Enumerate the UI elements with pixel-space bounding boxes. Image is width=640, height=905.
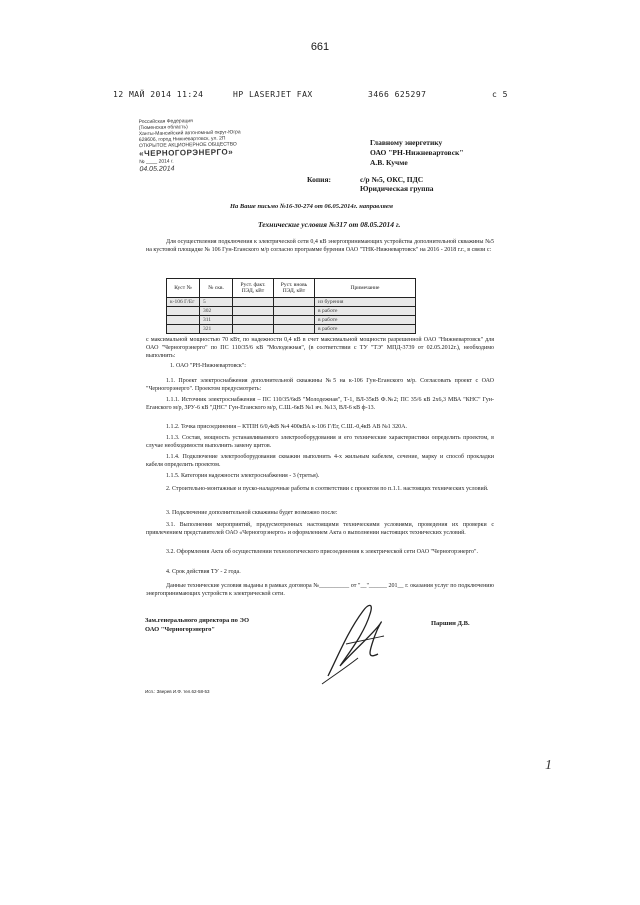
signatory-name: Паршин Д.В.: [431, 620, 470, 627]
stamp-line: Российская Федерация: [138, 118, 193, 126]
page-number: 661: [310, 41, 330, 53]
signatory-title-line: ОАО "Черногорэнерго": [145, 626, 216, 633]
recipient-line: ОАО "РН-Нижневартовск": [370, 148, 464, 157]
table-cell: [274, 316, 315, 325]
stamp-line: (Тюменская область): [138, 124, 188, 132]
stamp-line: Ханты-Мансийский автономный округ-Югра: [138, 129, 241, 138]
column-header: Куст №: [167, 279, 200, 298]
signatory-title: [145, 616, 249, 634]
body-paragraph: 3.2. Оформления Акта об осуществлении технологического присоединения к электрической сети ОАО "Черногорэнерго".: [166, 549, 478, 555]
table-cell: в работе: [315, 325, 416, 334]
copies-line: с/р №5, ОКС, ПДС: [360, 175, 424, 184]
stamp-company: «ЧЕРНОГОРЭНЕРГО»: [139, 147, 234, 159]
copies-line: Юридическая группа: [360, 184, 434, 193]
body-paragraph: 1.1.5. Категория надежности электроснабжения - 3 (третья).: [166, 473, 320, 479]
body-paragraph: с максимальной мощностью 70 кВт, по надежности 0,4 кВ в счет максимальной мощности разрешенной ОАО "Нижневартовск" для ОАО "Черногорэнерго" по ПС 110/35/6 кВ "Молодежная", (в соответствии с ТУ "ТЭ" МПД-3739 от 02.05.2012г.), необходимо выполнить:: [146, 337, 494, 359]
body-paragraph: 4. Срок действия ТУ - 2 года.: [166, 569, 241, 575]
stamp-number-line: № ____ 2014 г.: [139, 158, 174, 166]
body-paragraph: 3. Подключение дополнительной скважины будет возможно после:: [166, 510, 338, 516]
table-cell: [167, 325, 200, 334]
stamp-line: ОТКРЫТОЕ АКЦИОНЕРНОЕ ОБЩЕСТВО: [138, 141, 237, 150]
body-paragraph: 1.1.3. Состав, мощность устанавливаемого электрооборудования и его технические характеристики определить проектом, в случае необходимости выполнить замену щитов.: [146, 435, 494, 449]
company-stamp: [139, 117, 264, 173]
body-paragraph: 1.1.2. Точка присоединения – КТПН 6/0,4кВ №4 400кВА к-106 Г/Ег, С.Ш.-0,4кВ АВ №1 320А.: [166, 424, 407, 430]
body-paragraph: 2. Строительно-монтажные и пуско-наладочные работы в соответствии с проектом по п.1.1. настоящих технических условий.: [166, 486, 489, 492]
table-cell: из бурения: [315, 298, 416, 307]
executor-note: Исп.: Зверев И.Ф. тел.62-58-53: [145, 689, 210, 694]
body-paragraph: 1.1.1. Источник электроснабжения – ПС 110/35/6кВ "Молодежная", Т-1, ВЛ-35кВ Ф.№2; ПС 35/6 кВ 2х6,3 МВА "КНС" Гун-Еганского м/р, ЗРУ-6 кВ "ДНС" Гун-Еганского м/р, С.Ш.-6кВ №1 яч. №13, ВЛ-6 кВ ф-13.: [146, 397, 494, 411]
fax-page: с 5: [492, 90, 508, 99]
table-header-row: [167, 279, 416, 298]
signatory-title-line: Зам.генерального директора по ЭО: [145, 617, 250, 624]
column-header: Руст. факт. ПЭД, кВт: [233, 279, 274, 298]
table-cell: 311: [200, 316, 233, 325]
handwritten-signature: [318, 596, 398, 688]
body-paragraph: 3.1. Выполнения мероприятий, предусмотренных настоящими техническими условиями, проведения их проверки с привлечением представителей ОАО «Черногорэнерго» и оформлением Акта о выполнении настоящих технических условий.: [146, 522, 494, 536]
copies-label: Копия:: [307, 175, 332, 184]
fax-phone: 3466 625297: [368, 90, 427, 99]
recipient-line: Главному энергетику: [370, 138, 443, 147]
table-row: [167, 316, 416, 325]
table-cell: 5: [200, 298, 233, 307]
wells-table: [166, 278, 416, 334]
table-cell: 321: [200, 325, 233, 334]
stamp-line: 628606, город Нижневартовск, ул. 2П: [138, 135, 226, 144]
document-title: Технические условия №317 от 08.05.2014 г.: [258, 220, 401, 229]
table-cell: [233, 316, 274, 325]
table-cell: [274, 325, 315, 334]
body-paragraph: 1. ОАО "РН-Нижневартовск":: [170, 363, 246, 369]
intro-paragraph: Для осуществления подключения к электрической сети 0,4 кВ энергопринимающих устройства дополнительной скважины №5 на кустовой площадке № 106 Гун-Еганского м/р согласно программе бурения ОАО "ТНК-Нижневартовск" на 2016 - 2018 г.г., в связи с:: [146, 239, 494, 253]
table-cell: 302: [200, 307, 233, 316]
table-cell: [233, 298, 274, 307]
table-cell: в работе: [315, 316, 416, 325]
table-row: [167, 307, 416, 316]
table-cell: в работе: [315, 307, 416, 316]
column-header: № скв.: [200, 279, 233, 298]
body-paragraph: Данные технические условия выданы в рамках договора №__________ от "__"______ 201__ г. оказания услуг по подключению энергопринимающих устройств к электрической сети.: [146, 583, 494, 597]
fax-date-time: 12 МАЙ 2014 11:24: [113, 90, 204, 99]
reference-line: На Ваше письмо №16-30-274 от 06.05.2014г. направляем: [230, 203, 393, 210]
column-header: Руст. вновь ПЭД, кВт: [274, 279, 315, 298]
table-cell: [233, 307, 274, 316]
body-paragraph: 1.1. Проект электроснабжения дополнительной скважины №5 на к-106 Гун-Еганского м/р. Согласовать проект с ОАО "Черногорэнерго". Проектом предусмотреть:: [146, 378, 494, 392]
table-cell: [274, 298, 315, 307]
table-cell: к-106 Г/Ег: [167, 298, 200, 307]
table-row: [167, 325, 416, 334]
stamp-handwritten-date: 04.05.2014: [139, 165, 175, 174]
margin-handwritten-mark: 1: [545, 758, 552, 773]
table-cell: [233, 325, 274, 334]
body-paragraph: 1.1.4. Подключение электрооборудования скважин выполнить 4-х жильным кабелем, сечение, марку и способ прокладки кабеля определить проектом.: [146, 454, 494, 468]
table-cell: [167, 307, 200, 316]
fax-device: HP LASERJET FAX: [233, 90, 313, 99]
recipient-block: [370, 138, 464, 168]
table-row: [167, 298, 416, 307]
table-cell: [274, 307, 315, 316]
recipient-line: А.В. Кучме: [370, 158, 408, 167]
column-header: Примечание: [315, 279, 416, 298]
table-cell: [167, 316, 200, 325]
